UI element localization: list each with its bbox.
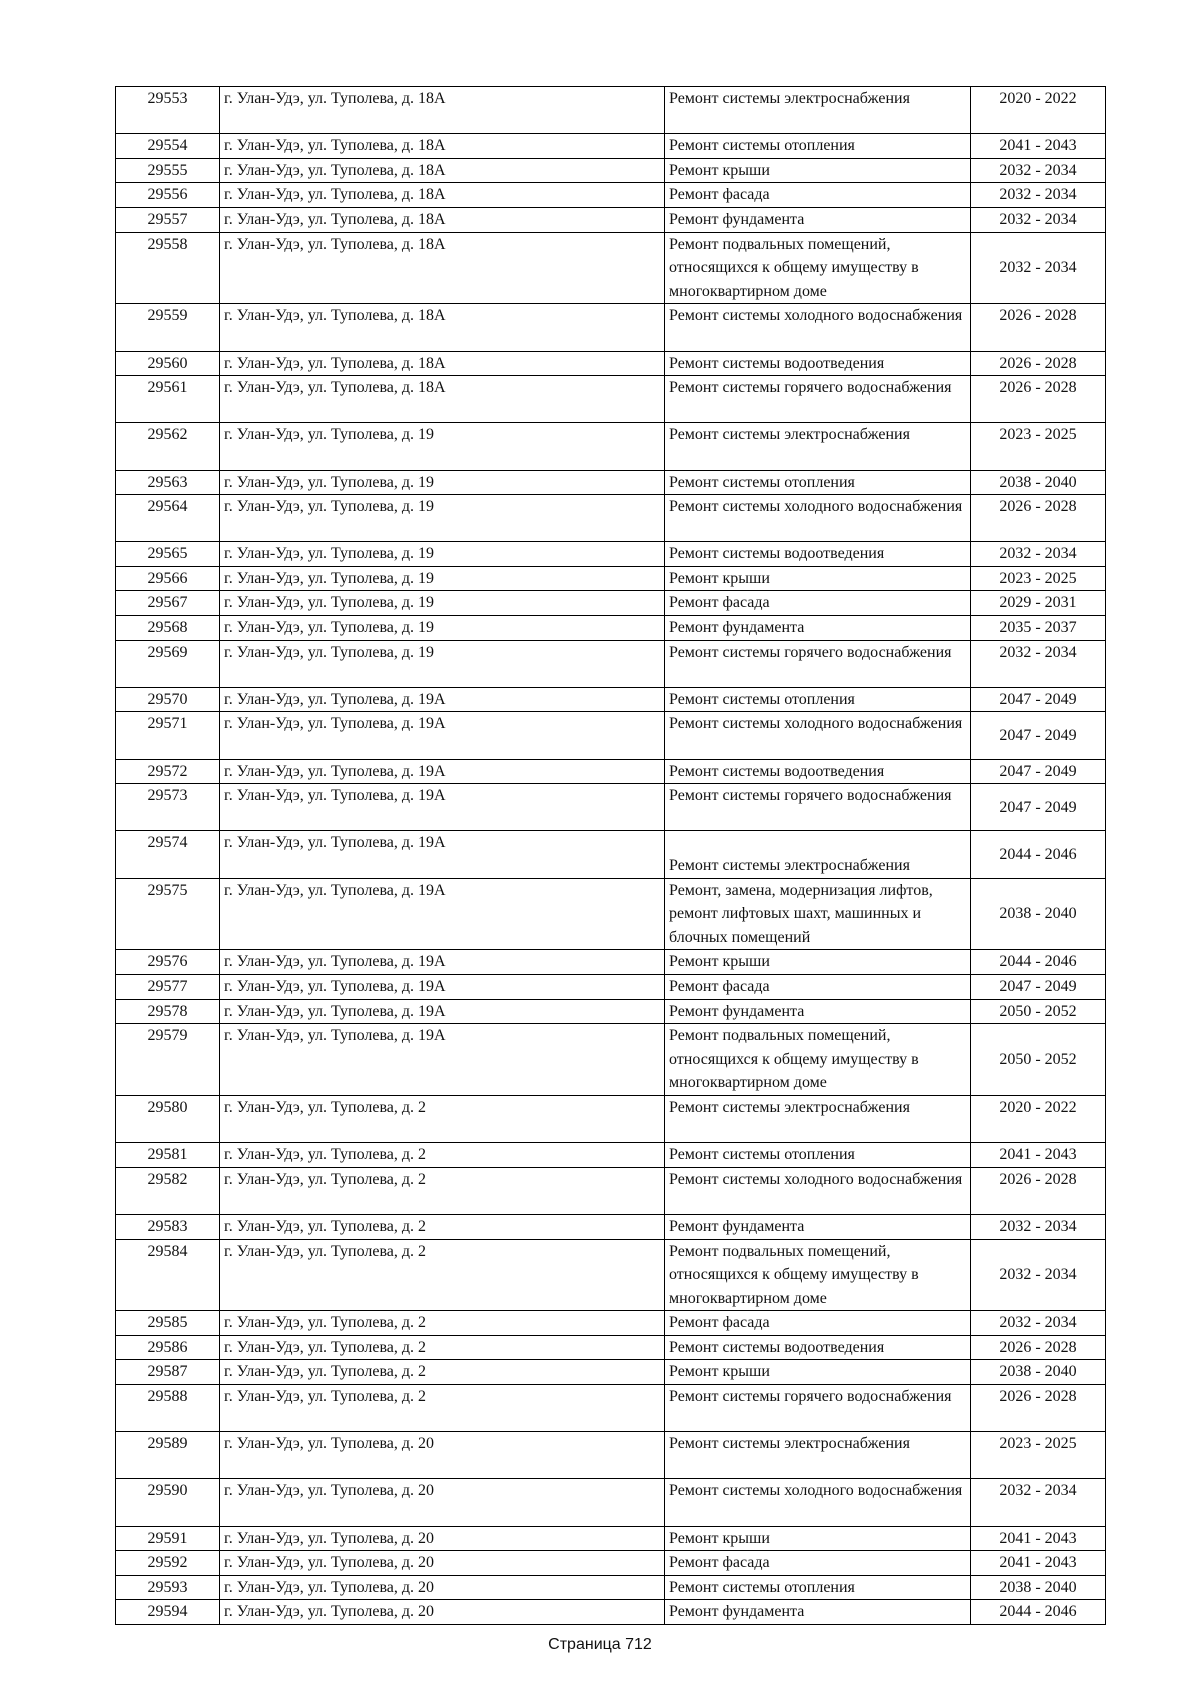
row-work-type: Ремонт системы отопления	[665, 1575, 971, 1600]
row-address: г. Улан-Удэ, ул. Туполева, д. 2	[220, 1167, 665, 1214]
row-period: 2044 - 2046	[971, 950, 1106, 975]
table-row	[116, 1575, 1106, 1600]
table-row	[116, 1360, 1106, 1385]
row-address: г. Улан-Удэ, ул. Туполева, д. 2	[220, 1239, 665, 1311]
table-row	[116, 376, 1106, 423]
row-work-type: Ремонт подвальных помещений, относящихся к общему имуществу в многоквартирном доме	[665, 232, 971, 304]
row-number: 29555	[116, 158, 220, 183]
row-number: 29590	[116, 1479, 220, 1526]
table-row	[116, 542, 1106, 567]
row-period: 2041 - 2043	[971, 1551, 1106, 1576]
table-row	[116, 1214, 1106, 1239]
row-work-type: Ремонт крыши	[665, 1526, 971, 1551]
row-address: г. Улан-Удэ, ул. Туполева, д. 2	[220, 1311, 665, 1336]
row-period: 2032 - 2034	[971, 1239, 1106, 1311]
row-address: г. Улан-Удэ, ул. Туполева, д. 19А	[220, 831, 665, 878]
row-work-type: Ремонт фасада	[665, 591, 971, 616]
row-address: г. Улан-Удэ, ул. Туполева, д. 2	[220, 1385, 665, 1432]
row-address: г. Улан-Удэ, ул. Туполева, д. 19А	[220, 878, 665, 950]
row-number: 29570	[116, 687, 220, 712]
row-number: 29578	[116, 999, 220, 1024]
row-work-type: Ремонт фундамента	[665, 207, 971, 232]
row-period: 2047 - 2049	[971, 784, 1106, 831]
table-row	[116, 712, 1106, 759]
row-address: г. Улан-Удэ, ул. Туполева, д. 2	[220, 1335, 665, 1360]
row-address: г. Улан-Удэ, ул. Туполева, д. 20	[220, 1526, 665, 1551]
row-period: 2026 - 2028	[971, 495, 1106, 542]
row-address: г. Улан-Удэ, ул. Туполева, д. 19	[220, 616, 665, 641]
row-work-type: Ремонт крыши	[665, 950, 971, 975]
table-row	[116, 232, 1106, 304]
row-work-type: Ремонт системы холодного водоснабжения	[665, 712, 971, 759]
row-number: 29569	[116, 640, 220, 687]
row-number: 29562	[116, 423, 220, 470]
row-work-type: Ремонт фундамента	[665, 1600, 971, 1625]
row-work-type: Ремонт фасада	[665, 974, 971, 999]
row-number: 29583	[116, 1214, 220, 1239]
table-row	[116, 87, 1106, 134]
row-address: г. Улан-Удэ, ул. Туполева, д. 20	[220, 1600, 665, 1625]
row-number: 29574	[116, 831, 220, 878]
row-number: 29556	[116, 183, 220, 208]
row-number: 29589	[116, 1432, 220, 1479]
row-number: 29577	[116, 974, 220, 999]
row-number: 29568	[116, 616, 220, 641]
page-number: Страница 712	[548, 1636, 652, 1653]
row-number: 29573	[116, 784, 220, 831]
row-number: 29559	[116, 304, 220, 351]
row-number: 29571	[116, 712, 220, 759]
row-number: 29592	[116, 1551, 220, 1576]
row-period: 2032 - 2034	[971, 183, 1106, 208]
row-address: г. Улан-Удэ, ул. Туполева, д. 2	[220, 1214, 665, 1239]
table-row	[116, 1432, 1106, 1479]
table-row	[116, 351, 1106, 376]
table-row	[116, 1239, 1106, 1311]
row-number: 29554	[116, 134, 220, 159]
row-period: 2032 - 2034	[971, 207, 1106, 232]
row-work-type: Ремонт, замена, модернизация лифтов, ремонт лифтовых шахт, машинных и блочных помещений	[665, 878, 971, 950]
table-row	[116, 1335, 1106, 1360]
row-address: г. Улан-Удэ, ул. Туполева, д. 2	[220, 1360, 665, 1385]
row-number: 29579	[116, 1024, 220, 1096]
row-address: г. Улан-Удэ, ул. Туполева, д. 19А	[220, 1024, 665, 1096]
row-work-type: Ремонт системы горячего водоснабжения	[665, 1385, 971, 1432]
row-work-type: Ремонт крыши	[665, 158, 971, 183]
row-period: 2032 - 2034	[971, 232, 1106, 304]
row-work-type: Ремонт системы горячего водоснабжения	[665, 784, 971, 831]
row-address: г. Улан-Удэ, ул. Туполева, д. 19	[220, 470, 665, 495]
row-number: 29594	[116, 1600, 220, 1625]
row-address: г. Улан-Удэ, ул. Туполева, д. 19	[220, 423, 665, 470]
row-address: г. Улан-Удэ, ул. Туполева, д. 19	[220, 495, 665, 542]
row-period: 2035 - 2037	[971, 616, 1106, 641]
row-period: 2026 - 2028	[971, 304, 1106, 351]
row-work-type: Ремонт системы водоотведения	[665, 351, 971, 376]
row-address: г. Улан-Удэ, ул. Туполева, д. 2	[220, 1143, 665, 1168]
row-address: г. Улан-Удэ, ул. Туполева, д. 19А	[220, 759, 665, 784]
row-work-type: Ремонт системы холодного водоснабжения	[665, 304, 971, 351]
row-address: г. Улан-Удэ, ул. Туполева, д. 19	[220, 542, 665, 567]
row-address: г. Улан-Удэ, ул. Туполева, д. 20	[220, 1432, 665, 1479]
row-address: г. Улан-Удэ, ул. Туполева, д. 20	[220, 1551, 665, 1576]
row-work-type: Ремонт фундамента	[665, 999, 971, 1024]
row-period: 2026 - 2028	[971, 1167, 1106, 1214]
row-number: 29582	[116, 1167, 220, 1214]
row-period: 2041 - 2043	[971, 1143, 1106, 1168]
table-row	[116, 1095, 1106, 1142]
row-work-type: Ремонт фасада	[665, 1311, 971, 1336]
row-period: 2020 - 2022	[971, 1095, 1106, 1142]
row-period: 2032 - 2034	[971, 542, 1106, 567]
table-row	[116, 304, 1106, 351]
row-number: 29576	[116, 950, 220, 975]
row-address: г. Улан-Удэ, ул. Туполева, д. 19	[220, 640, 665, 687]
row-number: 29557	[116, 207, 220, 232]
row-number: 29572	[116, 759, 220, 784]
row-work-type: Ремонт подвальных помещений, относящихся к общему имуществу в многоквартирном доме	[665, 1024, 971, 1096]
row-period: 2041 - 2043	[971, 1526, 1106, 1551]
row-address: г. Улан-Удэ, ул. Туполева, д. 18А	[220, 134, 665, 159]
row-period: 2032 - 2034	[971, 1311, 1106, 1336]
table-row	[116, 1385, 1106, 1432]
row-period: 2047 - 2049	[971, 759, 1106, 784]
row-number: 29593	[116, 1575, 220, 1600]
row-address: г. Улан-Удэ, ул. Туполева, д. 18А	[220, 87, 665, 134]
row-work-type: Ремонт системы электроснабжения	[665, 87, 971, 134]
row-address: г. Улан-Удэ, ул. Туполева, д. 19	[220, 591, 665, 616]
row-period: 2050 - 2052	[971, 999, 1106, 1024]
row-period: 2023 - 2025	[971, 423, 1106, 470]
row-period: 2029 - 2031	[971, 591, 1106, 616]
row-address: г. Улан-Удэ, ул. Туполева, д. 19А	[220, 784, 665, 831]
row-address: г. Улан-Удэ, ул. Туполева, д. 19А	[220, 687, 665, 712]
table-row	[116, 784, 1106, 831]
row-work-type: Ремонт системы отопления	[665, 1143, 971, 1168]
row-period: 2026 - 2028	[971, 1335, 1106, 1360]
row-number: 29566	[116, 566, 220, 591]
row-work-type: Ремонт системы холодного водоснабжения	[665, 1167, 971, 1214]
table-row	[116, 950, 1106, 975]
row-number: 29561	[116, 376, 220, 423]
row-address: г. Улан-Удэ, ул. Туполева, д. 18А	[220, 158, 665, 183]
row-period: 2038 - 2040	[971, 1575, 1106, 1600]
row-work-type: Ремонт фундамента	[665, 1214, 971, 1239]
row-work-type: Ремонт крыши	[665, 566, 971, 591]
row-work-type: Ремонт системы электроснабжения	[665, 1095, 971, 1142]
row-work-type: Ремонт системы электроснабжения	[665, 1432, 971, 1479]
table-row	[116, 999, 1106, 1024]
row-number: 29591	[116, 1526, 220, 1551]
table-row	[116, 1167, 1106, 1214]
table-row	[116, 687, 1106, 712]
row-number: 29581	[116, 1143, 220, 1168]
row-address: г. Улан-Удэ, ул. Туполева, д. 19А	[220, 950, 665, 975]
row-address: г. Улан-Удэ, ул. Туполева, д. 2	[220, 1095, 665, 1142]
row-work-type: Ремонт системы электроснабжения	[665, 423, 971, 470]
table-body	[116, 87, 1106, 1625]
row-period: 2038 - 2040	[971, 1360, 1106, 1385]
row-work-type: Ремонт системы горячего водоснабжения	[665, 376, 971, 423]
row-period: 2038 - 2040	[971, 470, 1106, 495]
row-number: 29563	[116, 470, 220, 495]
table-row	[116, 566, 1106, 591]
row-address: г. Улан-Удэ, ул. Туполева, д. 19А	[220, 974, 665, 999]
row-address: г. Улан-Удэ, ул. Туполева, д. 20	[220, 1479, 665, 1526]
row-address: г. Улан-Удэ, ул. Туполева, д. 18А	[220, 207, 665, 232]
row-address: г. Улан-Удэ, ул. Туполева, д. 18А	[220, 304, 665, 351]
row-period: 2032 - 2034	[971, 640, 1106, 687]
row-number: 29560	[116, 351, 220, 376]
row-work-type: Ремонт системы водоотведения	[665, 1335, 971, 1360]
row-address: г. Улан-Удэ, ул. Туполева, д. 18А	[220, 183, 665, 208]
table-row	[116, 1551, 1106, 1576]
row-work-type: Ремонт системы отопления	[665, 470, 971, 495]
row-number: 29553	[116, 87, 220, 134]
row-period: 2026 - 2028	[971, 1385, 1106, 1432]
row-work-type: Ремонт системы водоотведения	[665, 542, 971, 567]
table-row	[116, 1479, 1106, 1526]
row-work-type: Ремонт системы холодного водоснабжения	[665, 495, 971, 542]
table-row	[116, 616, 1106, 641]
table-row	[116, 183, 1106, 208]
row-number: 29558	[116, 232, 220, 304]
table-row	[116, 591, 1106, 616]
row-period: 2041 - 2043	[971, 134, 1106, 159]
row-number: 29587	[116, 1360, 220, 1385]
table-row	[116, 470, 1106, 495]
row-address: г. Улан-Удэ, ул. Туполева, д. 18А	[220, 232, 665, 304]
row-address: г. Улан-Удэ, ул. Туполева, д. 18А	[220, 376, 665, 423]
row-number: 29565	[116, 542, 220, 567]
row-address: г. Улан-Удэ, ул. Туполева, д. 19	[220, 566, 665, 591]
row-period: 2026 - 2028	[971, 376, 1106, 423]
table-row	[116, 831, 1106, 878]
table-row	[116, 974, 1106, 999]
row-period: 2032 - 2034	[971, 1479, 1106, 1526]
table-row	[116, 1600, 1106, 1625]
row-number: 29586	[116, 1335, 220, 1360]
table-row	[116, 640, 1106, 687]
row-number: 29564	[116, 495, 220, 542]
repair-schedule-table	[115, 86, 1106, 1625]
row-number: 29567	[116, 591, 220, 616]
row-work-type: Ремонт фундамента	[665, 616, 971, 641]
row-period: 2044 - 2046	[971, 1600, 1106, 1625]
table-row	[116, 1526, 1106, 1551]
row-period: 2044 - 2046	[971, 831, 1106, 878]
row-work-type: Ремонт системы отопления	[665, 687, 971, 712]
row-period: 2047 - 2049	[971, 974, 1106, 999]
row-work-type: Ремонт системы отопления	[665, 134, 971, 159]
table-row	[116, 1024, 1106, 1096]
row-period: 2038 - 2040	[971, 878, 1106, 950]
row-work-type: Ремонт системы электроснабжения	[665, 831, 971, 878]
row-period: 2050 - 2052	[971, 1024, 1106, 1096]
table-row	[116, 423, 1106, 470]
row-work-type: Ремонт системы горячего водоснабжения	[665, 640, 971, 687]
table-row	[116, 878, 1106, 950]
row-period: 2032 - 2034	[971, 1214, 1106, 1239]
row-number: 29580	[116, 1095, 220, 1142]
row-number: 29575	[116, 878, 220, 950]
row-work-type: Ремонт крыши	[665, 1360, 971, 1385]
row-work-type: Ремонт фасада	[665, 183, 971, 208]
row-period: 2032 - 2034	[971, 158, 1106, 183]
row-work-type: Ремонт системы холодного водоснабжения	[665, 1479, 971, 1526]
table-row	[116, 1143, 1106, 1168]
row-number: 29584	[116, 1239, 220, 1311]
table-row	[116, 759, 1106, 784]
table-row	[116, 1311, 1106, 1336]
table-row	[116, 495, 1106, 542]
row-address: г. Улан-Удэ, ул. Туполева, д. 19А	[220, 999, 665, 1024]
row-work-type: Ремонт фасада	[665, 1551, 971, 1576]
row-number: 29585	[116, 1311, 220, 1336]
table-row	[116, 134, 1106, 159]
row-period: 2023 - 2025	[971, 566, 1106, 591]
table-row	[116, 207, 1106, 232]
row-address: г. Улан-Удэ, ул. Туполева, д. 18А	[220, 351, 665, 376]
row-period: 2026 - 2028	[971, 351, 1106, 376]
row-address: г. Улан-Удэ, ул. Туполева, д. 19А	[220, 712, 665, 759]
row-address: г. Улан-Удэ, ул. Туполева, д. 20	[220, 1575, 665, 1600]
row-period: 2023 - 2025	[971, 1432, 1106, 1479]
row-period: 2047 - 2049	[971, 712, 1106, 759]
table-row	[116, 158, 1106, 183]
row-work-type: Ремонт системы водоотведения	[665, 759, 971, 784]
row-period: 2047 - 2049	[971, 687, 1106, 712]
row-work-type: Ремонт подвальных помещений, относящихся к общему имуществу в многоквартирном доме	[665, 1239, 971, 1311]
row-number: 29588	[116, 1385, 220, 1432]
row-period: 2020 - 2022	[971, 87, 1106, 134]
